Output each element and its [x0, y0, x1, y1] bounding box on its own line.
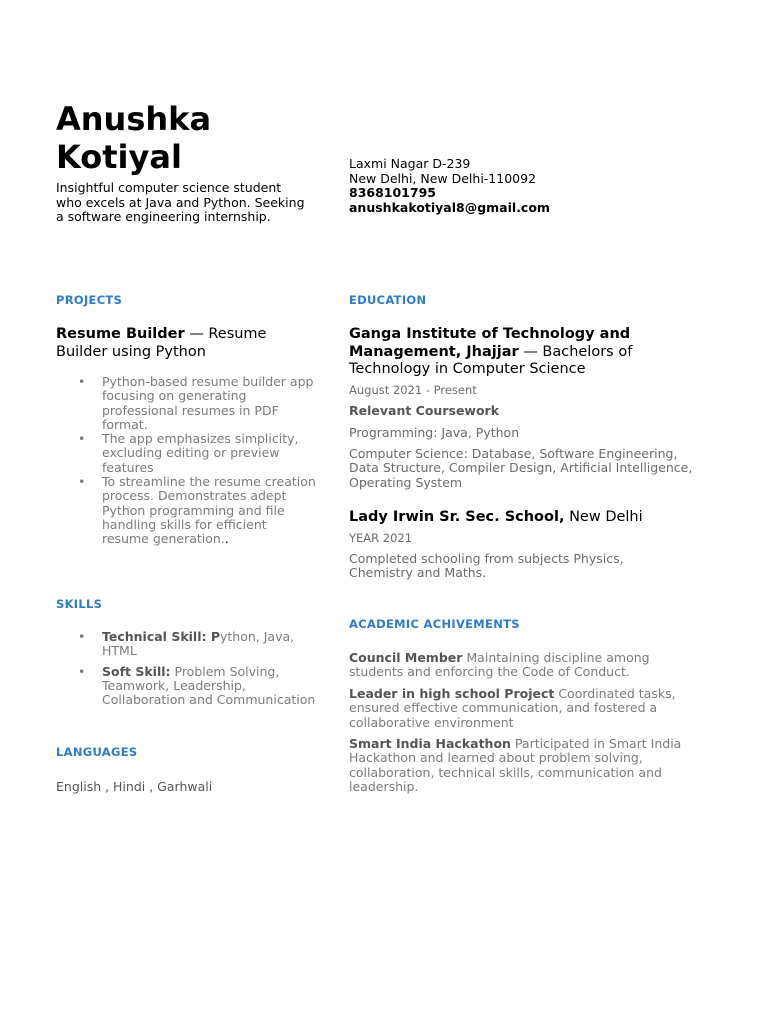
- school-1-dates: August 2021 - Present: [349, 383, 477, 397]
- email-address: anushkakotiyal8@gmail.com: [349, 199, 550, 215]
- bullet-text: To streamline the resume creation process. Demonstrates adept Python programming and file handling skills for efficient resume generation.: [102, 474, 316, 547]
- school-1-name: Ganga Institute of Technology and Management, Jhajjar: [349, 326, 631, 360]
- list-item: [56, 475, 316, 546]
- skills-heading: SKILLS: [56, 597, 103, 611]
- list-item: [56, 630, 316, 659]
- education-heading: EDUCATION: [349, 293, 427, 307]
- list-item: • The app emphasizes simplicity, excluding editing or preview features: [56, 432, 316, 475]
- name-last: Kotiyal: [56, 138, 182, 176]
- list-item: [56, 665, 316, 708]
- school-2-location: New Delhi: [564, 509, 643, 525]
- skill-label: Soft Skill:: [102, 663, 171, 679]
- languages-heading: LANGUAGES: [56, 745, 138, 759]
- school-1-title: [349, 326, 669, 379]
- coursework-programming: Programming: Java, Python: [349, 425, 520, 440]
- coursework-cs: Computer Science: Database, Software Engineering, Data Structure, Compiler Design, Artificial Intelligence, Operating System: [349, 446, 693, 490]
- projects-heading: PROJECTS: [56, 293, 123, 307]
- skill-label: Technical Skill: P: [102, 629, 220, 644]
- address-line-1: Laxmi Nagar D-239: [349, 156, 471, 171]
- address-line-2: New Delhi, New Delhi-110092: [349, 170, 537, 186]
- name-first: Anushka: [56, 100, 212, 138]
- achievement-title: Council Member: [349, 650, 463, 665]
- achievement-item: [349, 687, 699, 730]
- achievement-desc: Maintaining discipline among students and enforcing the Code of Conduct.: [349, 650, 650, 680]
- achievement-desc: Participated in Smart India Hackathon and learned about problem solving, collaboration, technical skills, communication and leadership.: [349, 736, 682, 794]
- project-title: [56, 326, 306, 361]
- skills-list: [56, 630, 316, 713]
- school-2-name: Lady Irwin Sr. Sec. School,: [349, 509, 565, 525]
- contact-block: [349, 157, 550, 215]
- phone-number: 8368101795: [349, 185, 436, 200]
- achievement-desc: Coordinated tasks, ensured effective communication, and fostered a collaborative environment: [349, 686, 676, 730]
- school-2-description: Completed schooling from subjects Physics, Chemistry and Maths.: [349, 551, 624, 581]
- school-2-title: [349, 509, 643, 527]
- achievement-item: [349, 651, 699, 680]
- skill-value: ython, Java, HTML: [102, 629, 295, 659]
- school-1-degree: — Bachelors of Technology in Computer Science: [349, 343, 633, 377]
- project-subtitle: — Resume Builder using Python: [56, 326, 267, 360]
- candidate-name: [56, 100, 211, 176]
- school-2-year: YEAR 2021: [349, 531, 413, 545]
- languages-text: English , Hindi , Garhwali: [56, 779, 213, 794]
- skill-value: Problem Solving, Teamwork, Leadership, Collaboration and Communication: [102, 663, 316, 708]
- bullet-period: .: [224, 531, 229, 547]
- tagline: Insightful computer science student who excels at Java and Python. Seeking a software engineering internship.: [56, 180, 305, 224]
- achievements-heading: ACADEMIC ACHIVEMENTS: [349, 617, 520, 631]
- achievement-title: Leader in high school Project: [349, 686, 555, 701]
- achievement-item: [349, 737, 699, 794]
- list-item: • Python-based resume builder app focusing on generating professional resumes in PDF format.: [56, 375, 316, 432]
- coursework-label: Relevant Coursework: [349, 403, 500, 418]
- project-bullets: [56, 375, 316, 547]
- project-name: Resume Builder: [56, 326, 185, 342]
- achievement-title: Smart India Hackathon: [349, 736, 511, 751]
